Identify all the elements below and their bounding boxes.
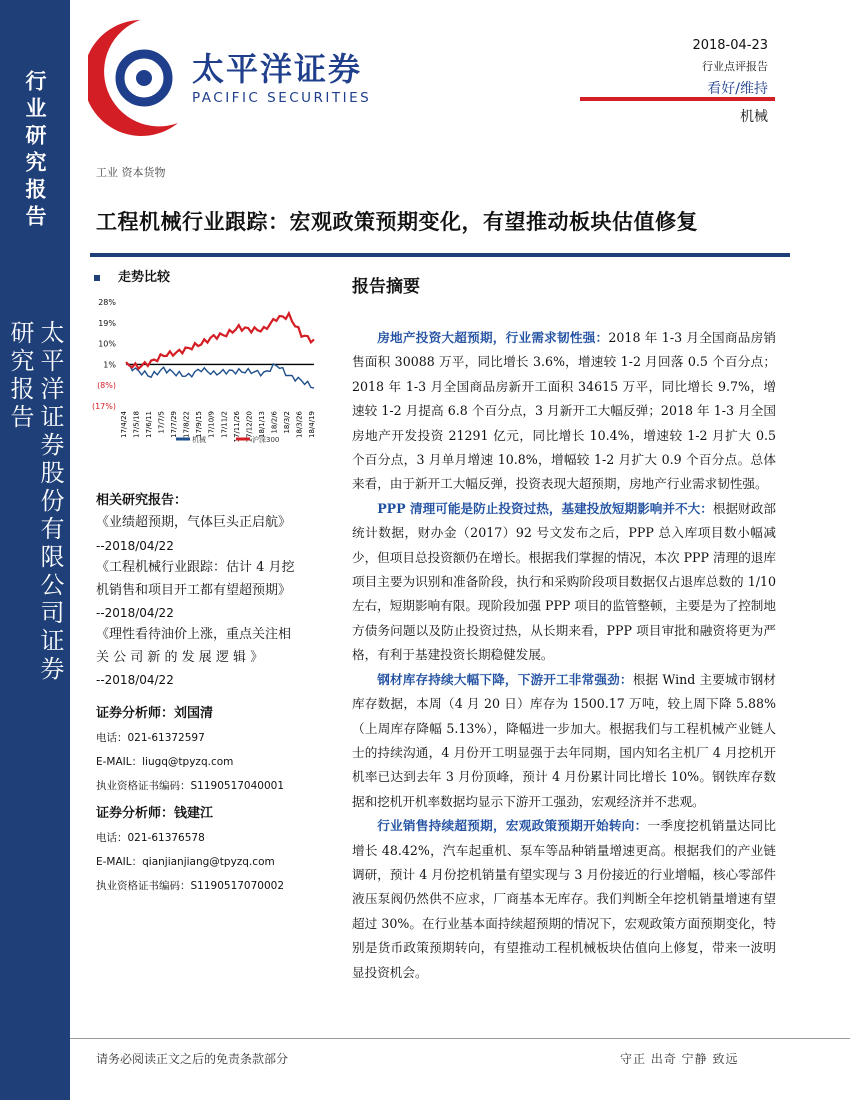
paragraph-body: 根据 Wind 主要城市钢材库存数据，本周（4 月 20 日）库存为 1500.17 万吨，较上周下降 5.88%（上周库存降幅 5.13%），降幅进一步加大。根据我们与工程机械产业链人士的持续沟通，4 月份开工明显强于去年同期，国内知名主机厂 4 月挖机开机率已达到去年 3 月份顶峰，预计 4 月份累计同比增长 10%。钢铁库存数据和挖机开机率数据均显示下游开工强劲，宏观经济并不悲观。 — [352, 671, 776, 809]
legend-label: 机械 — [192, 436, 206, 444]
report-type: 行业点评报告 — [702, 60, 768, 73]
related-report-title[interactable]: 《理性看待油价上涨，重点关注相 — [96, 627, 292, 643]
analyst-name: 证券分析师：刘国清 — [96, 706, 214, 721]
related-report-title[interactable]: 机销售和项目开工都有望超预期》 — [96, 582, 292, 598]
y-tick-label: 1% — [103, 360, 116, 370]
related-report-date: --2018/04/22 — [96, 538, 174, 553]
x-tick-label: 17/5/18 — [132, 411, 141, 438]
y-tick-label: 19% — [98, 318, 116, 328]
report-date: 2018-04-23 — [692, 38, 768, 53]
y-tick-label: 28% — [98, 298, 116, 307]
header-divider — [580, 97, 775, 101]
x-tick-label: 17/6/11 — [145, 411, 154, 438]
analyst-phone: 电话：021-61372597 — [96, 732, 205, 744]
related-report-date: --2018/04/22 — [96, 673, 174, 688]
side-band-top — [0, 70, 70, 250]
paragraph-lead: 行业销售持续超预期，宏观政策预期开始转向： — [377, 818, 648, 834]
related-reports — [96, 490, 326, 692]
series-line-1 — [126, 313, 314, 368]
footer-disclaimer: 请务必阅读正文之后的免责条款部分 — [96, 1052, 289, 1066]
x-tick-label: 17/10/9 — [207, 411, 216, 438]
y-tick-label: 10% — [98, 339, 116, 349]
related-report-date: --2018/04/22 — [96, 606, 174, 621]
sector: 机械 — [740, 109, 768, 125]
x-tick-label: 18/1/13 — [257, 411, 266, 438]
title-divider — [90, 253, 790, 257]
footer-divider — [70, 1038, 850, 1039]
analyst-card — [96, 702, 336, 798]
industry-category: 工业 资本货物 — [96, 166, 166, 179]
x-tick-label: 17/8/22 — [182, 411, 191, 438]
related-report-title[interactable]: 关 公 司 新 的 发 展 逻 辑 》 — [96, 649, 264, 665]
x-tick-label: 17/4/24 — [120, 411, 128, 438]
x-tick-label: 18/4/19 — [308, 411, 316, 438]
abstract-paragraph — [352, 497, 776, 668]
abstract-heading: 报告摘要 — [352, 277, 420, 297]
series-line-0 — [126, 364, 314, 388]
related-report-title[interactable]: 《业绩超预期，气体巨头正启航》 — [96, 515, 292, 531]
analyst-cert: 执业资格证书编码：S1190517040001 — [96, 780, 285, 792]
page-title: 工程机械行业跟踪：宏观政策预期变化，有望推动板块估值修复 — [96, 209, 698, 234]
trend-heading: 走势比较 — [94, 266, 170, 285]
x-tick-label: 18/2/6 — [270, 411, 279, 434]
analyst-email[interactable]: E-MAIL：qianjianjiang@tpyzq.com — [96, 856, 275, 868]
side-band-bottom — [0, 320, 70, 700]
report-category-vertical: 行业研究报告 — [23, 70, 47, 232]
x-tick-label: 18/3/2 — [282, 411, 291, 434]
logo-mark-icon — [88, 18, 198, 138]
x-tick-label: 17/7/29 — [170, 411, 179, 438]
company-logo — [88, 18, 378, 138]
paragraph-body: 根据财政部统计数据，财办金（2017）92 号文发布之后，PPP 总入库项目数小幅减少，但项目总投资额仍在增长。根据我们掌握的情况，本次 PPP 清理的退库项目主要为识别和准备阶段，执行和采购阶段项目数据仅占退库总数的 1/10 左右，短期影响有限。现阶段加强 PPP 项目的监管整顿，主要是为了控制地方债务问题以及防止投资过热，从长期来看，PPP 项目审批和融资将更为严格，有利于基建投资长期稳健发展。 — [352, 500, 777, 663]
x-tick-label: 18/3/26 — [295, 411, 304, 438]
analyst-card — [96, 802, 336, 898]
x-tick-label: 17/12/20 — [245, 411, 254, 443]
analyst-name: 证券分析师：钱建江 — [96, 806, 214, 821]
analyst-email[interactable]: E-MAIL：liugq@tpyzq.com — [96, 756, 234, 768]
abstract-paragraph — [352, 668, 776, 814]
abstract-body — [352, 326, 776, 985]
y-tick-label: (17%) — [91, 402, 116, 411]
logo-english-name: PACIFIC SECURITIES — [192, 90, 372, 106]
trend-chart — [86, 288, 326, 458]
paragraph-lead: PPP 清理可能是防止投资过热，基建投放短期影响并不大： — [377, 500, 713, 516]
analyst-phone: 电话：021-61376578 — [96, 832, 205, 844]
rating: 看好/维持 — [707, 81, 768, 97]
related-report-title[interactable]: 《工程机械行业跟踪：估计 4 月挖 — [96, 560, 295, 576]
x-tick-label: 17/9/15 — [195, 411, 204, 438]
footer-motto: 守正 出奇 宁静 致远 — [620, 1052, 739, 1066]
bullet-square-icon — [94, 275, 100, 281]
y-tick-label: (8%) — [97, 381, 116, 391]
related-reports-heading: 相关研究报告： — [96, 493, 188, 508]
legend-label: 沪深300 — [252, 436, 280, 444]
x-tick-label: 17/11/2 — [220, 411, 229, 438]
x-tick-label: 17/11/26 — [232, 411, 241, 443]
paragraph-body: 2018 年 1-3 月全国商品房销售面积 30088 万平，同比增长 3.6%，增速较 1-2 月回落 0.5 个百分点；2018 年 1-3 月全国商品房新开工面积 34615 万平，同比增长 9.7%，增速较 1-2 月提高 6.8 个百分点，3 月新开工大幅反弹；2018 年 1-3 月全国房地产开发投资 21291 亿元，同比增长 10.4%，增速较 1-2 月扩大 0.5 个百分点，3 月单月增速 10.8%，增幅较 1-2 月扩大 0.9 个百分点。总体来看，由于新开工大幅反弹，投资表现大超预期，房地产行业需求韧性强。 — [352, 330, 777, 492]
abstract-paragraph — [352, 814, 776, 985]
analyst-cert: 执业资格证书编码：S1190517070002 — [96, 880, 285, 892]
paragraph-lead: 钢材库存持续大幅下降，下游开工非常强劲： — [377, 671, 633, 687]
paragraph-body: 一季度挖机销量达同比增长 48.42%，汽车起重机、泵车等品种销量增速更高。根据我们的产业链调研，预计 4 月份挖机销量有望实现与 3 月份接近的行业增幅，核心零部件液压泵阀仍然供不应求，厂商基本无库存。我们判断全年挖机销量增速有望超过 30%。在行业基本面持续超预期的情况下，宏观政策方面预期变化，特别是货币政策预期转向，有望推动工程机械板块估值向上修复，带来一波明显投资机会。 — [352, 818, 777, 980]
logo-chinese-name: 太平洋证券 — [192, 50, 363, 88]
company-name-vertical: 太平洋证券股份有限公司证券研究报告 — [6, 320, 64, 684]
paragraph-lead: 房地产投资大超预期，行业需求韧性强： — [377, 330, 609, 345]
abstract-paragraph — [352, 326, 776, 497]
x-tick-label: 17/7/5 — [157, 411, 166, 434]
